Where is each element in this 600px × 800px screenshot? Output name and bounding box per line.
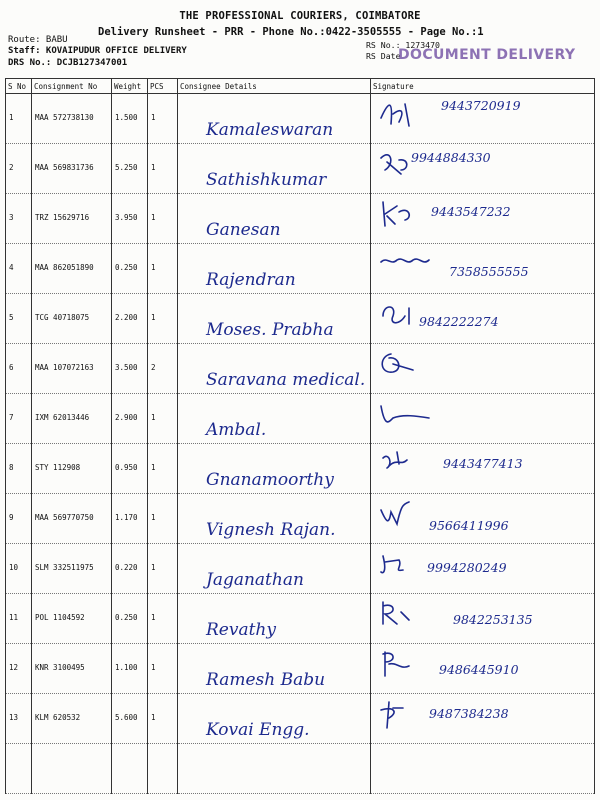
- row-sno: 1: [9, 113, 14, 122]
- row-signature-cell: [371, 444, 595, 494]
- row-consignment-no: STY 112908: [35, 463, 81, 472]
- signature-stroke: [381, 502, 409, 524]
- row-weight: 0.220: [115, 563, 138, 572]
- signature-stroke: [381, 259, 429, 262]
- table-row: [6, 144, 595, 194]
- row-weight: 2.200: [115, 313, 138, 322]
- col-header-consignment: Consignment No: [32, 79, 112, 94]
- row-weight: 0.950: [115, 463, 138, 472]
- col-header-weight: Weight: [112, 79, 148, 94]
- signature-stroke: [383, 452, 407, 468]
- handwritten-phone-number: 9842222274: [419, 314, 499, 329]
- signature-stroke: [381, 104, 409, 126]
- row-sno-cell: [6, 344, 32, 394]
- row-weight: 1.170: [115, 513, 138, 522]
- signature-scribble: [379, 248, 439, 282]
- col-header-sno: S No: [6, 79, 32, 94]
- rs-date: RS Date: [366, 51, 401, 61]
- table-row: [6, 244, 595, 294]
- handwritten-consignee-name: Ganesan: [206, 220, 281, 240]
- handwritten-consignee-name: Moses. Prabha: [206, 320, 334, 340]
- row-consignment-no-cell: [32, 244, 112, 294]
- handwritten-phone-number: 9944884330: [411, 150, 491, 165]
- row-weight: 3.950: [115, 213, 138, 222]
- row-signature-cell: [371, 694, 595, 744]
- table-row: [6, 444, 595, 494]
- row-consignment-no: KNR 3100495: [35, 663, 85, 672]
- handwritten-phone-number: 9487384238: [429, 706, 509, 721]
- row-signature-cell: [371, 394, 595, 444]
- row-signature-cell: [371, 594, 595, 644]
- row-sno-cell: [6, 544, 32, 594]
- col-header-signature: Signature: [371, 79, 595, 94]
- row-consignee-cell: [178, 194, 371, 244]
- handwritten-phone-number: 9486445910: [439, 662, 519, 677]
- row-consignment-no-cell: [32, 594, 112, 644]
- row-consignment-no-cell: [32, 644, 112, 694]
- handwritten-consignee-name: Kamaleswaran: [206, 120, 334, 140]
- blank-cell: [178, 744, 371, 794]
- row-sno: 11: [9, 613, 19, 622]
- row-signature-cell: [371, 544, 595, 594]
- row-consignee-cell: [178, 344, 371, 394]
- row-sno: 10: [9, 563, 19, 572]
- col-header-pcs: PCS: [148, 79, 178, 94]
- row-sno-cell: [6, 594, 32, 644]
- row-sno-cell: [6, 694, 32, 744]
- row-consignment-no-cell: [32, 344, 112, 394]
- row-signature-cell: [371, 294, 595, 344]
- handwritten-consignee-name: Ambal.: [206, 420, 267, 440]
- handwritten-consignee-name: Rajendran: [206, 270, 296, 290]
- table-row: [6, 644, 595, 694]
- handwritten-consignee-name: Gnanamoorthy: [206, 470, 334, 490]
- row-pcs: 1: [151, 513, 156, 522]
- row-consignment-no: MAA 107072163: [35, 363, 94, 372]
- runsheet-title: Delivery Runsheet - PRR - Phone No.:0422-3505555 - Page No.:1: [98, 26, 484, 38]
- row-consignment-no: TCG 40718075: [35, 313, 90, 322]
- signature-stroke: [381, 155, 407, 174]
- row-consignment-no: KLM 620532: [35, 713, 81, 722]
- row-sno: 3: [9, 213, 14, 222]
- row-sno: 4: [9, 263, 14, 272]
- blank-cell: [371, 744, 595, 794]
- row-signature-cell: [371, 94, 595, 144]
- row-weight-cell: [112, 594, 148, 644]
- row-sno: 9: [9, 513, 14, 522]
- row-pcs: 1: [151, 613, 156, 622]
- row-weight: 0.250: [115, 263, 138, 272]
- row-consignee-cell: [178, 244, 371, 294]
- handwritten-consignee-name: Saravana medical.: [206, 370, 366, 390]
- row-weight: 2.900: [115, 413, 138, 422]
- row-consignment-no: MAA 572738130: [35, 113, 94, 122]
- signature-stroke: [381, 406, 429, 422]
- row-consignee-cell: [178, 594, 371, 644]
- table-row: [6, 194, 595, 244]
- row-sno: 6: [9, 363, 14, 372]
- row-consignment-no: MAA 569770750: [35, 513, 94, 522]
- row-consignment-no-cell: [32, 94, 112, 144]
- row-consignee-cell: [178, 544, 371, 594]
- handwritten-consignee-name: Sathishkumar: [206, 170, 327, 190]
- row-weight-cell: [112, 444, 148, 494]
- signature-stroke: [383, 307, 409, 324]
- row-sno-cell: [6, 144, 32, 194]
- row-pcs: 1: [151, 663, 156, 672]
- table-header-row: [6, 79, 595, 94]
- table-row: [6, 594, 595, 644]
- signature-stroke: [381, 556, 403, 573]
- signature-scribble: [379, 348, 439, 382]
- row-weight: 1.500: [115, 113, 138, 122]
- row-sno-cell: [6, 494, 32, 544]
- row-weight: 5.250: [115, 163, 138, 172]
- row-consignment-no-cell: [32, 144, 112, 194]
- row-consignee-cell: [178, 394, 371, 444]
- row-consignment-no: SLM 332511975: [35, 563, 94, 572]
- row-pcs-cell: [148, 494, 178, 544]
- handwritten-phone-number: 9443477413: [443, 456, 523, 471]
- row-sno: 5: [9, 313, 14, 322]
- signature-scribble: [379, 398, 439, 432]
- handwritten-phone-number: 9443547232: [431, 204, 511, 219]
- row-consignment-no-cell: [32, 394, 112, 444]
- signature-stroke: [382, 354, 413, 372]
- row-consignment-no: TRZ 15629716: [35, 213, 90, 222]
- route-label: Route: BABU: [8, 35, 68, 45]
- signature-stroke: [381, 702, 403, 728]
- row-consignee-cell: [178, 644, 371, 694]
- row-consignment-no: MAA 569831736: [35, 163, 94, 172]
- signature-scribble: [379, 198, 439, 232]
- table-row: [6, 94, 595, 144]
- blank-cell: [148, 744, 178, 794]
- row-pcs-cell: [148, 94, 178, 144]
- table-row: [6, 544, 595, 594]
- row-sno: 7: [9, 413, 14, 422]
- row-signature-cell: [371, 144, 595, 194]
- handwritten-phone-number: 7358555555: [449, 264, 529, 279]
- blank-cell: [112, 744, 148, 794]
- row-weight-cell: [112, 344, 148, 394]
- row-sno: 8: [9, 463, 14, 472]
- row-consignment-no-cell: [32, 494, 112, 544]
- document-delivery-stamp: DOCUMENT DELIVERY: [398, 47, 576, 63]
- row-consignee-cell: [178, 694, 371, 744]
- row-sno-cell: [6, 394, 32, 444]
- row-sno-cell: [6, 294, 32, 344]
- handwritten-consignee-name: Ramesh Babu: [206, 670, 326, 690]
- row-sno-cell: [6, 194, 32, 244]
- handwritten-phone-number: 9842253135: [453, 612, 533, 627]
- table-row: [6, 344, 595, 394]
- row-weight: 1.100: [115, 663, 138, 672]
- row-weight: 3.500: [115, 363, 138, 372]
- handwritten-consignee-name: Vignesh Rajan.: [206, 520, 336, 540]
- company-name: THE PROFESSIONAL COURIERS, COIMBATORE: [179, 10, 421, 22]
- row-weight-cell: [112, 694, 148, 744]
- row-pcs: 1: [151, 313, 156, 322]
- row-pcs-cell: [148, 594, 178, 644]
- staff-label: Staff: KOVAIPUDUR OFFICE DELIVERY: [8, 46, 187, 56]
- blank-cell: [6, 744, 32, 794]
- table-row: [6, 494, 595, 544]
- row-weight-cell: [112, 644, 148, 694]
- rs-number: RS No.: 1273470: [366, 40, 440, 50]
- row-pcs-cell: [148, 294, 178, 344]
- signature-stroke: [383, 652, 409, 676]
- handwritten-consignee-name: Kovai Engg.: [206, 720, 310, 740]
- row-pcs-cell: [148, 444, 178, 494]
- row-pcs: 1: [151, 463, 156, 472]
- row-weight-cell: [112, 94, 148, 144]
- row-weight: 5.600: [115, 713, 138, 722]
- row-signature-cell: [371, 644, 595, 694]
- row-pcs-cell: [148, 194, 178, 244]
- row-pcs: 2: [151, 363, 156, 372]
- row-weight: 0.250: [115, 613, 138, 622]
- signature-stroke: [383, 202, 409, 226]
- row-pcs: 1: [151, 113, 156, 122]
- row-pcs: 1: [151, 713, 156, 722]
- row-pcs-cell: [148, 244, 178, 294]
- row-pcs-cell: [148, 644, 178, 694]
- row-weight-cell: [112, 394, 148, 444]
- col-header-consignee: Consignee Details: [178, 79, 371, 94]
- row-pcs-cell: [148, 544, 178, 594]
- blank-cell: [32, 744, 112, 794]
- row-consignee-cell: [178, 444, 371, 494]
- row-weight-cell: [112, 194, 148, 244]
- row-signature-cell: [371, 244, 595, 294]
- handwritten-phone-number: 9994280249: [427, 560, 507, 575]
- drs-number: DRS No.: DCJB127347001: [8, 58, 128, 68]
- handwritten-consignee-name: Revathy: [206, 620, 276, 640]
- row-weight-cell: [112, 144, 148, 194]
- table-row: [6, 394, 595, 444]
- row-consignment-no-cell: [32, 294, 112, 344]
- signature-scribble: [379, 648, 439, 682]
- row-pcs: 1: [151, 263, 156, 272]
- row-weight-cell: [112, 544, 148, 594]
- row-consignment-no: POL 1104592: [35, 613, 85, 622]
- row-weight-cell: [112, 294, 148, 344]
- row-sno-cell: [6, 444, 32, 494]
- signature-scribble: [379, 448, 439, 482]
- row-consignment-no-cell: [32, 694, 112, 744]
- row-consignee-cell: [178, 94, 371, 144]
- signature-stroke: [383, 602, 409, 624]
- row-sno: 2: [9, 163, 14, 172]
- handwritten-consignee-name: Jaganathan: [206, 570, 304, 590]
- row-consignee-cell: [178, 494, 371, 544]
- row-signature-cell: [371, 194, 595, 244]
- row-consignment-no-cell: [32, 444, 112, 494]
- row-signature-cell: [371, 344, 595, 394]
- row-pcs: 1: [151, 413, 156, 422]
- signature-scribble: [379, 598, 439, 632]
- row-consignment-no-cell: [32, 194, 112, 244]
- row-sno-cell: [6, 94, 32, 144]
- consignment-table: [5, 78, 595, 794]
- row-pcs-cell: [148, 344, 178, 394]
- row-pcs: 1: [151, 563, 156, 572]
- signature-scribble: [379, 98, 439, 132]
- blank-row: [6, 744, 595, 794]
- row-sno: 12: [9, 663, 19, 672]
- row-pcs-cell: [148, 694, 178, 744]
- handwritten-phone-number: 9443720919: [441, 98, 521, 113]
- row-consignment-no: IXM 62013446: [35, 413, 90, 422]
- handwritten-phone-number: 9566411996: [429, 518, 509, 533]
- row-consignee-cell: [178, 144, 371, 194]
- row-pcs-cell: [148, 144, 178, 194]
- row-pcs: 1: [151, 213, 156, 222]
- row-consignment-no: MAA 862051890: [35, 263, 94, 272]
- row-sno-cell: [6, 644, 32, 694]
- table-row: [6, 694, 595, 744]
- row-sno-cell: [6, 244, 32, 294]
- table-row: [6, 294, 595, 344]
- row-signature-cell: [371, 494, 595, 544]
- row-weight-cell: [112, 244, 148, 294]
- row-pcs: 1: [151, 163, 156, 172]
- row-consignment-no-cell: [32, 544, 112, 594]
- row-pcs-cell: [148, 394, 178, 444]
- row-weight-cell: [112, 494, 148, 544]
- row-sno: 13: [9, 713, 19, 722]
- row-consignee-cell: [178, 294, 371, 344]
